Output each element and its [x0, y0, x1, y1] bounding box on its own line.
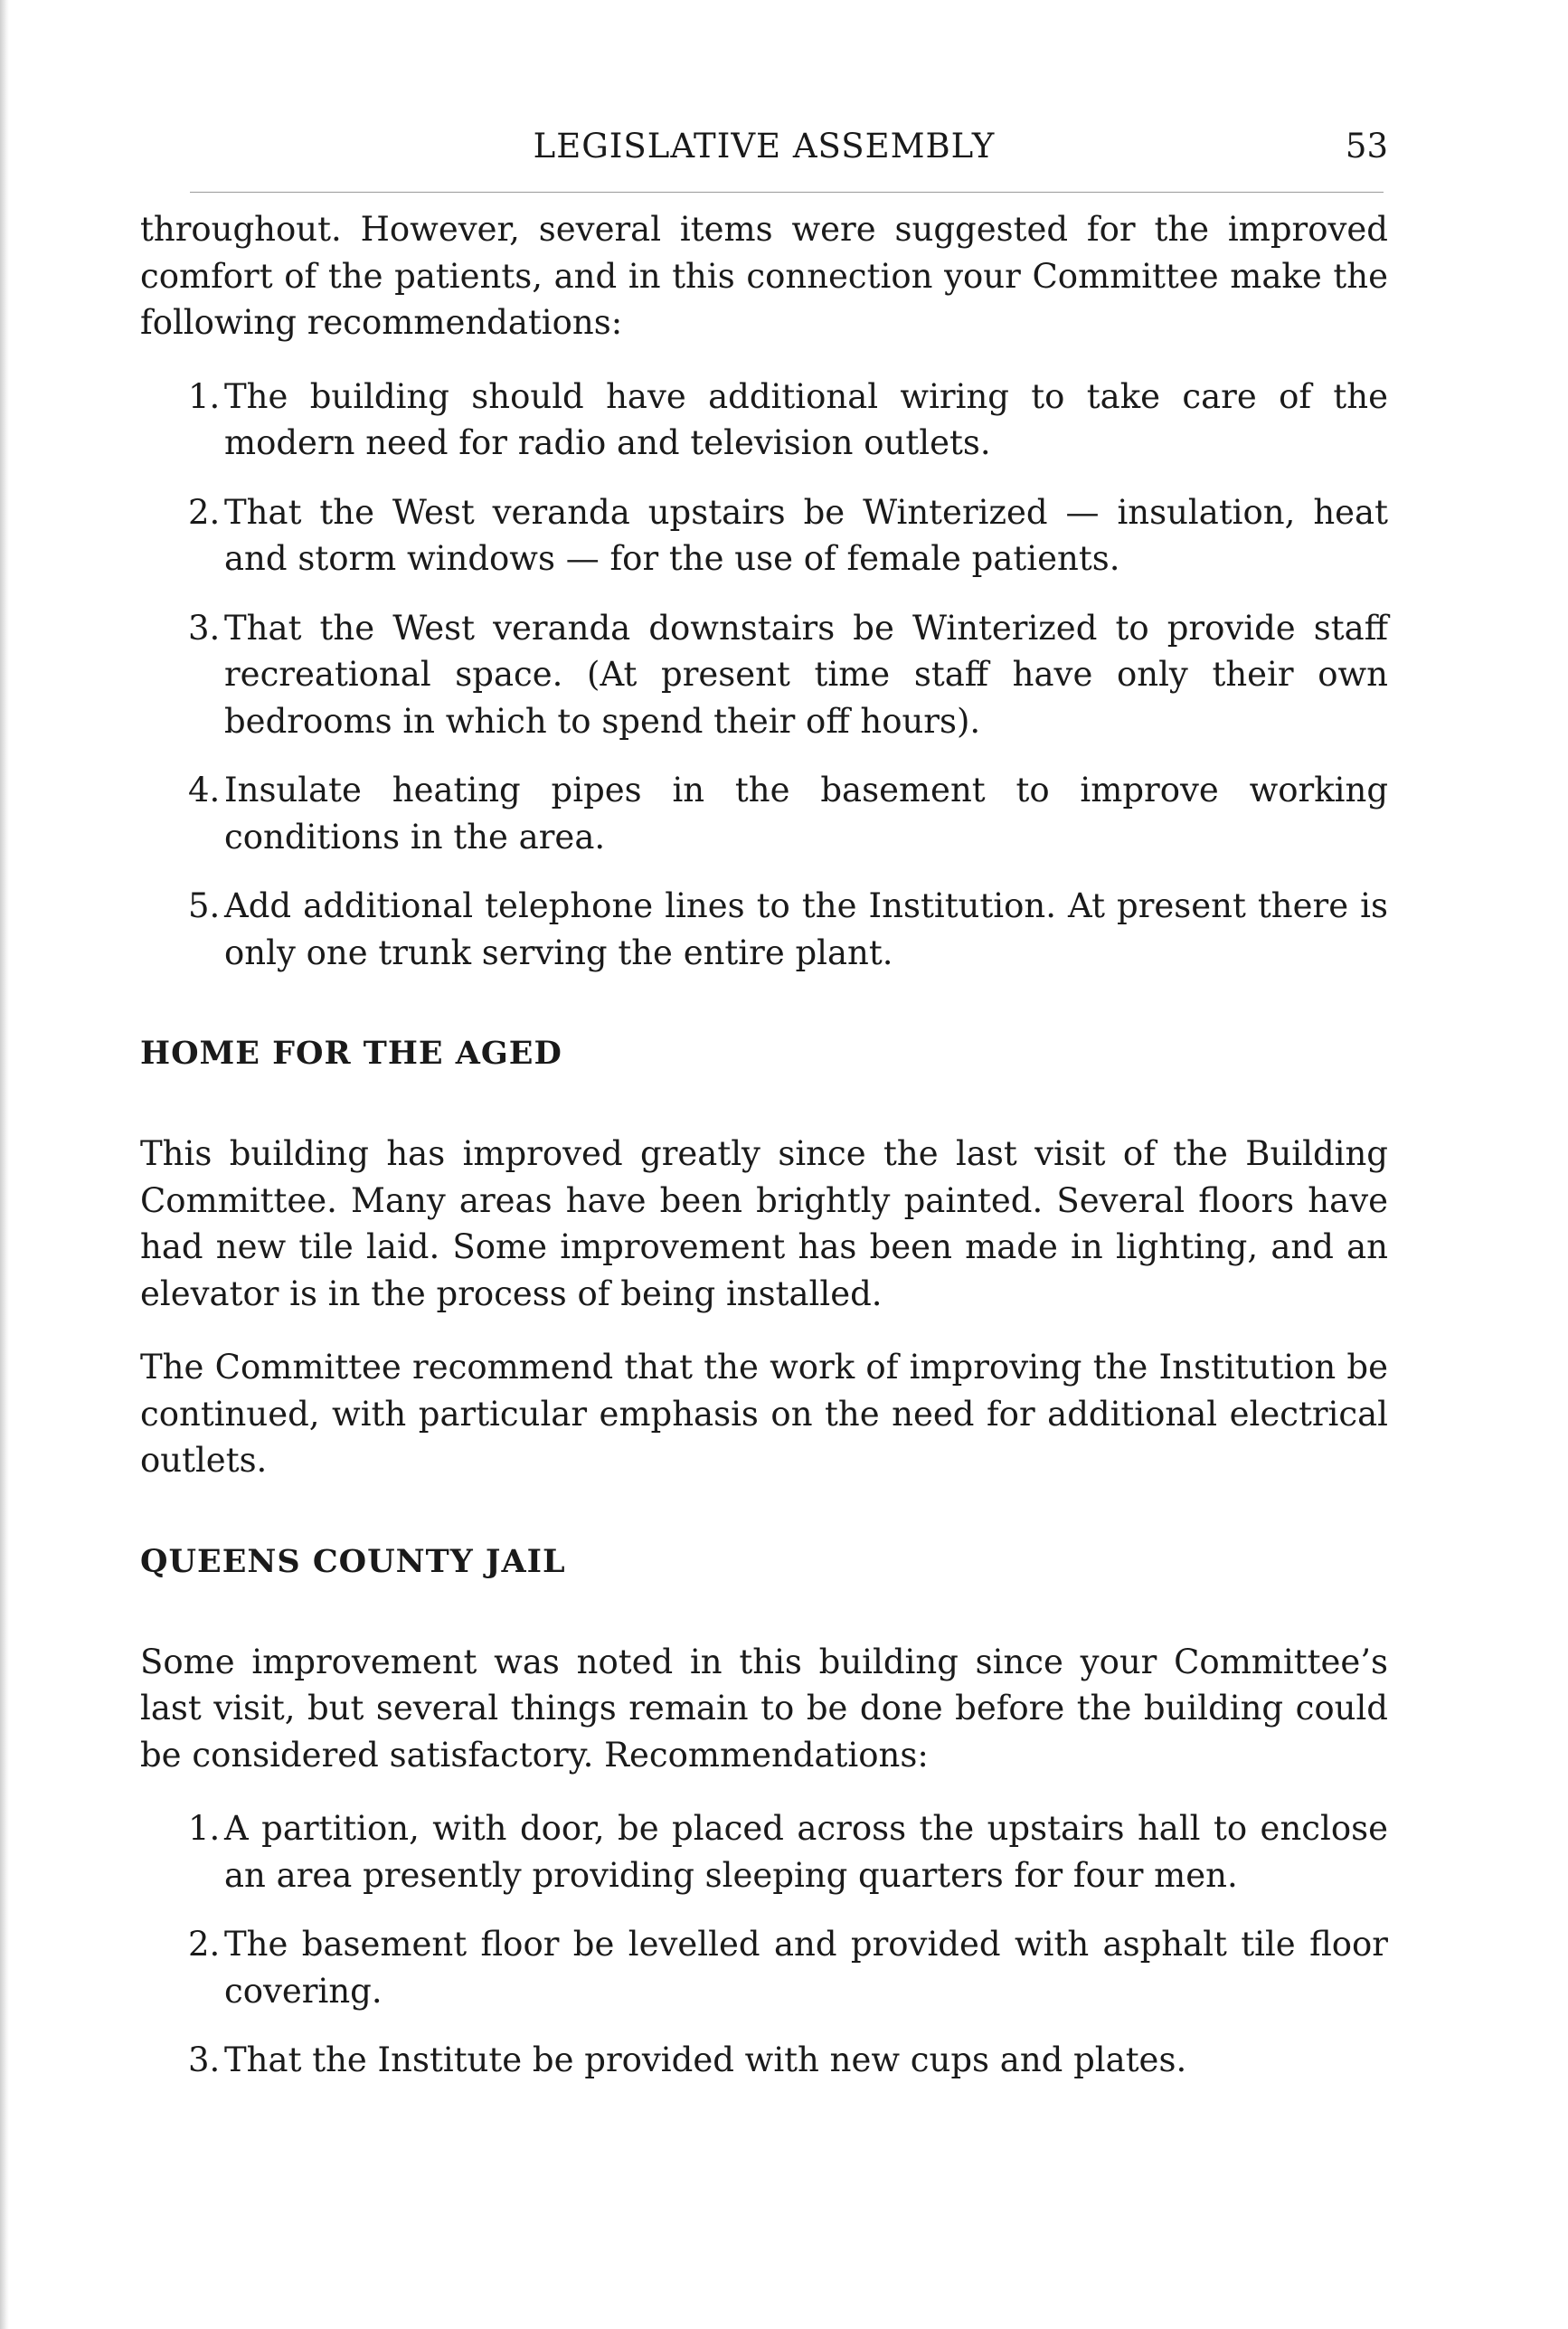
list-number: 1.	[188, 376, 221, 416]
list-item-text: A partition, with door, be placed across the upstairs hall to enclose an area presently providing sleeping quarters for four men.	[224, 1809, 1388, 1895]
page-number: 53	[1345, 127, 1388, 166]
list-item-text: The building should have additional wiring to take care of the modern need for radio and television outlets.	[224, 376, 1388, 462]
list-number: 3.	[188, 608, 221, 648]
page-body	[140, 206, 1388, 2111]
list-item	[140, 2037, 1388, 2084]
page-edge-shadow	[0, 0, 9, 2329]
list-item	[140, 1921, 1388, 2014]
list-item-text: Insulate heating pipes in the basement to improve working conditions in the area.	[224, 771, 1388, 857]
section-heading-home-for-the-aged: HOME FOR THE AGED	[140, 1035, 562, 1072]
list-number: 4.	[188, 771, 221, 809]
list-item	[140, 374, 1388, 467]
list-item-text: That the Institute be provided with new cups and plates.	[224, 2040, 1187, 2079]
list-number: 1.	[188, 1809, 221, 1848]
list-number: 3.	[188, 2040, 221, 2079]
list-item-text: That the West veranda downstairs be Winterized to provide staff recreational space. (At present time staff have only their own bedrooms in which to spend their off hours).	[224, 608, 1388, 741]
list-number: 2.	[188, 492, 221, 532]
list-item-text: Add additional telephone lines to the Institution. At present there is only one trunk serving the entire plant.	[224, 886, 1388, 972]
list-item-text: That the West veranda upstairs be Winterized — insulation, heat and storm windows — for the use of female patients.	[224, 492, 1388, 578]
intro-paragraph: throughout. However, several items were suggested for the improved comfort of the patients, and in this connection your Committee make the following recommendations:	[140, 210, 1388, 342]
hospital-recommendations-list	[140, 374, 1388, 977]
list-item	[140, 767, 1388, 860]
jail-paragraph-1: Some improvement was noted in this building since your Committee’s last visit, but several things remain to be done before the building could be considered satisfactory. Recommendations:	[140, 1642, 1388, 1775]
list-number: 5.	[188, 886, 221, 925]
list-item	[140, 1805, 1388, 1898]
list-item	[140, 883, 1388, 976]
list-item	[140, 489, 1388, 582]
running-header	[140, 127, 1388, 172]
header-title: LEGISLATIVE ASSEMBLY	[533, 127, 996, 166]
home-paragraph-1: This building has improved greatly since the last visit of the Building Committee. Many areas have been brightly painted. Several floors have had new tile laid. Some improvement has been made in lighting, and an elevator is in the process of being installed.	[140, 1134, 1388, 1313]
jail-recommendations-list	[140, 1805, 1388, 2084]
list-item	[140, 605, 1388, 745]
list-item-text: The basement floor be levelled and provided with asphalt tile floor covering.	[224, 1925, 1388, 2011]
section-heading-queens-county-jail: QUEENS COUNTY JAIL	[140, 1542, 566, 1580]
list-number: 2.	[188, 1925, 221, 1964]
home-paragraph-2: The Committee recommend that the work of improving the Institution be continued, with particular emphasis on the need for additional electrical outlets.	[140, 1348, 1388, 1480]
header-rule	[190, 192, 1384, 193]
